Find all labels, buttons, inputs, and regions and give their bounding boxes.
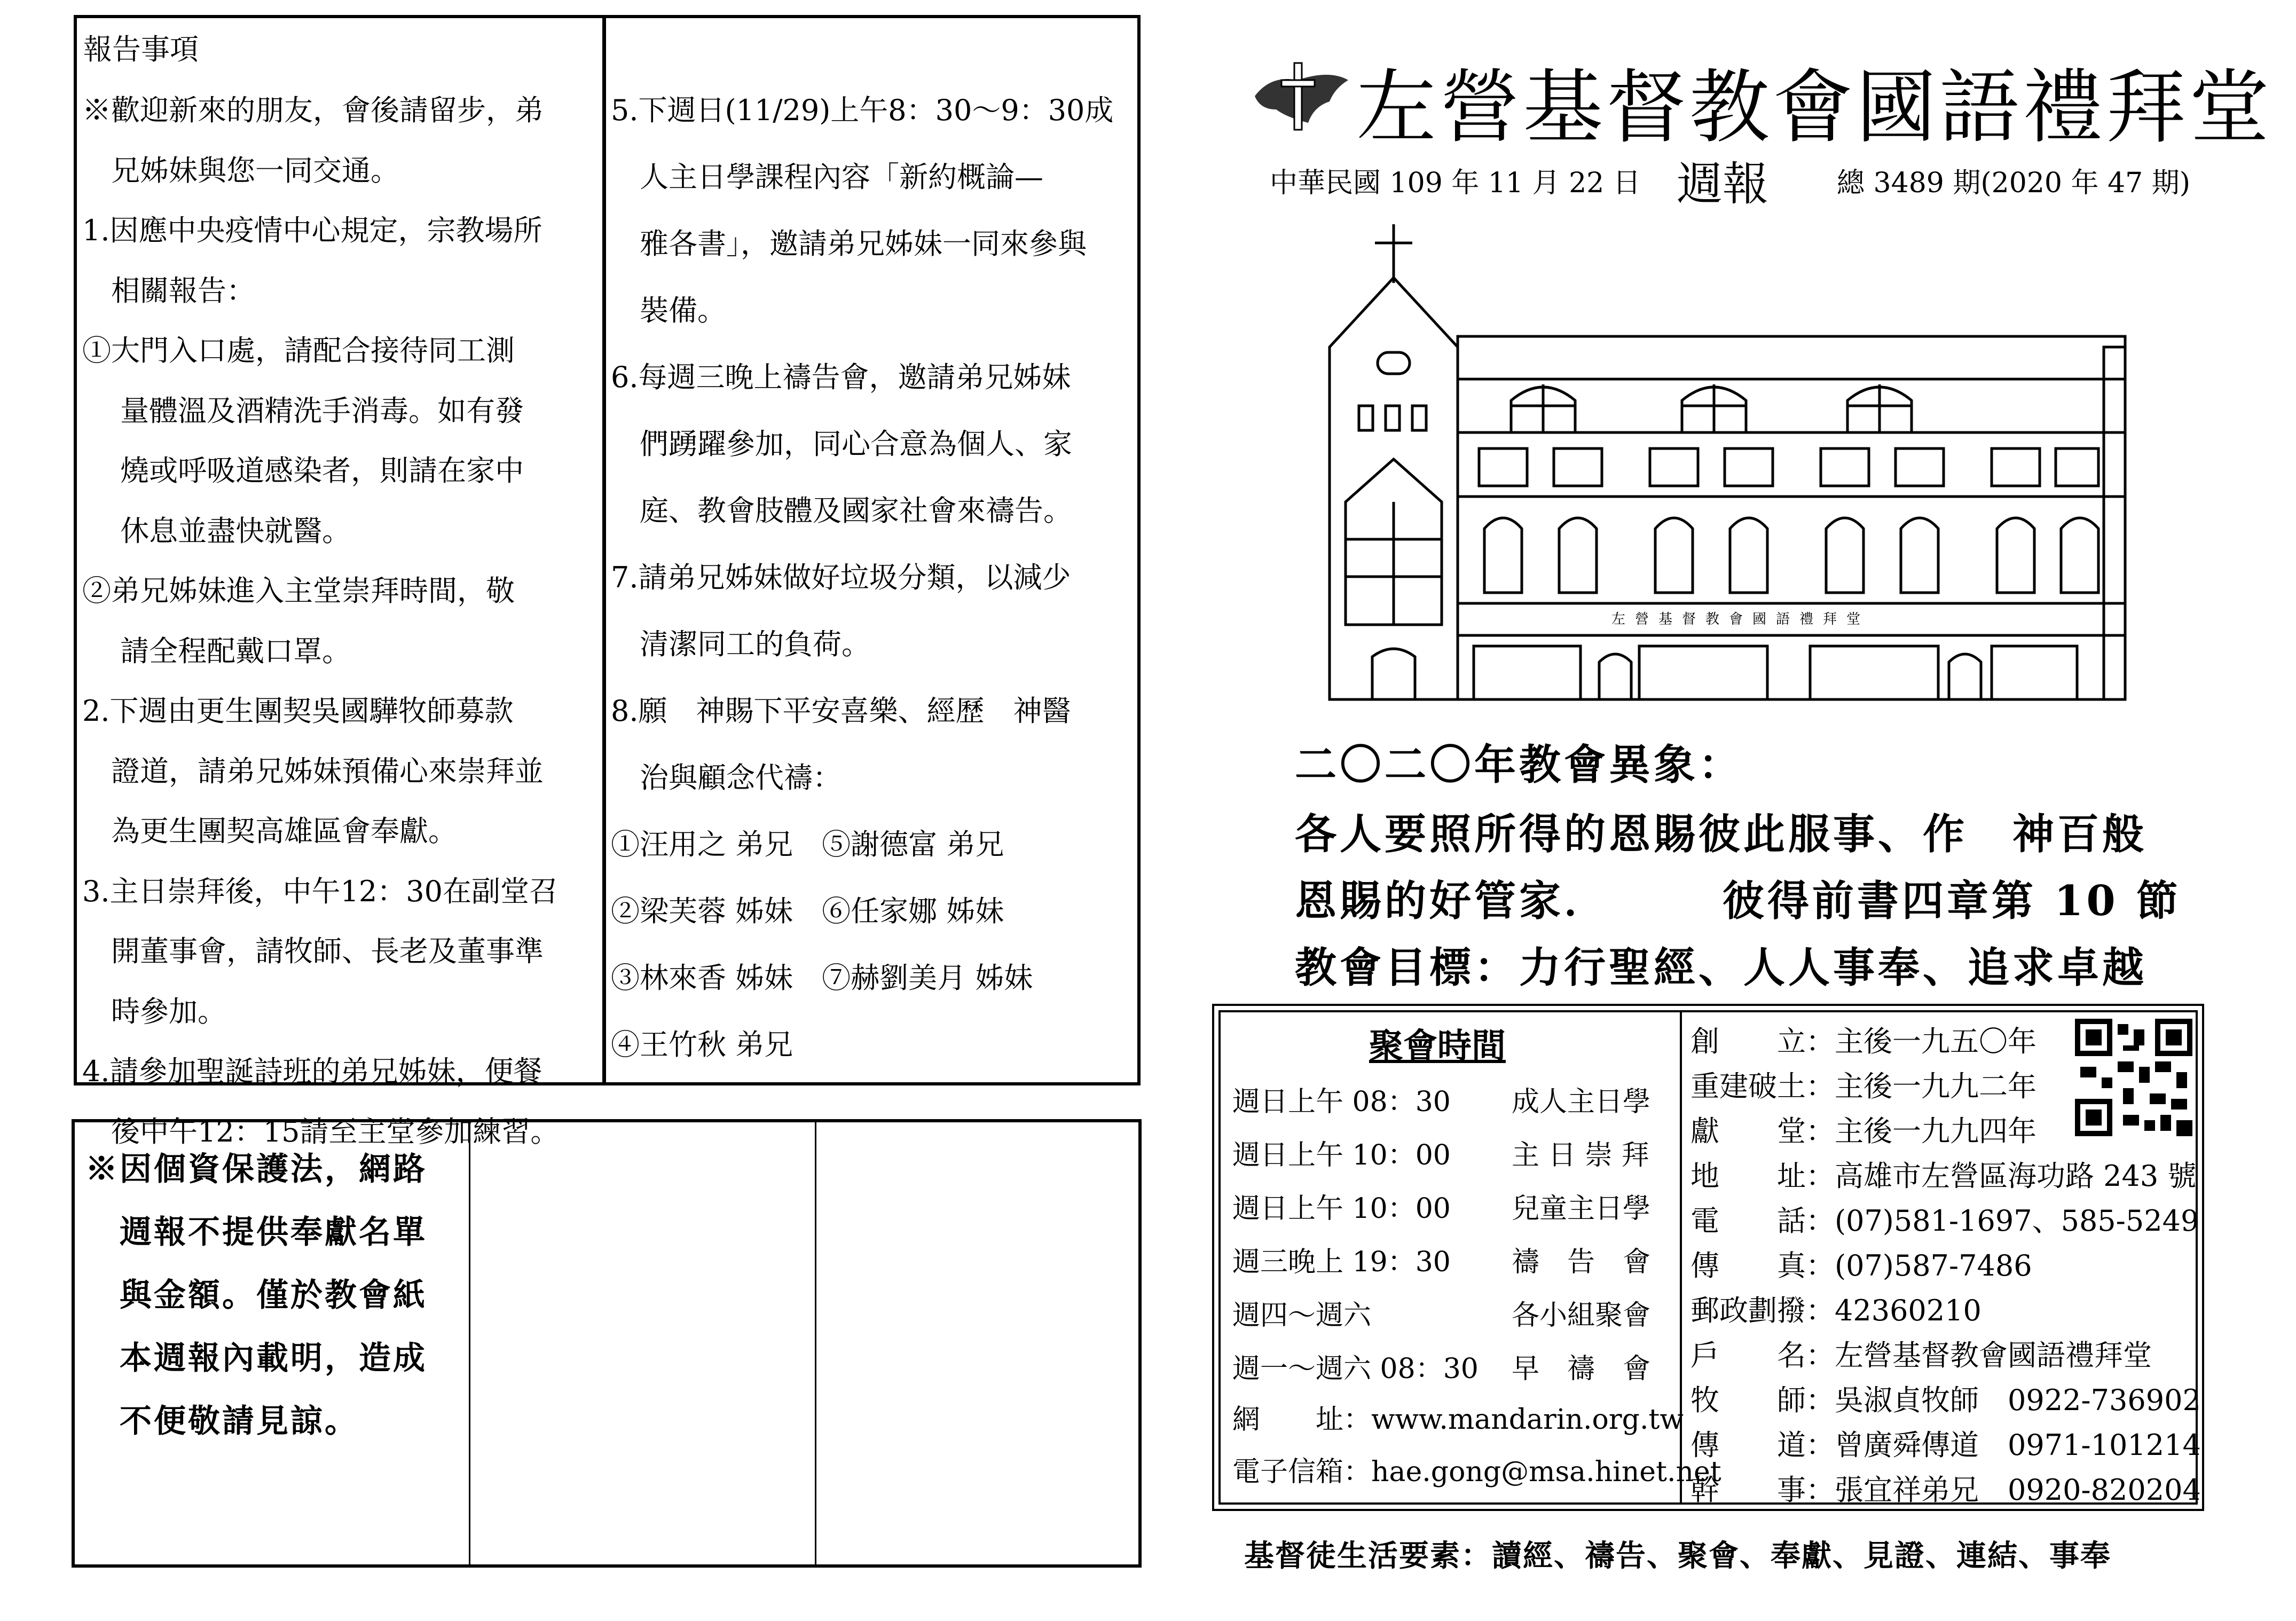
announcement-line: 雅各書」，邀請弟兄姊妹一同來參與 <box>611 227 1087 261</box>
church-info-line: 創 立：主後一九五〇年 <box>1690 1025 2036 1058</box>
announcement-line: 請全程配戴口罩。 <box>82 634 351 668</box>
announcement-line: ①汪用之 弟兄 ⑤謝德富 弟兄 <box>611 828 1004 861</box>
announcement-line: 開董事會，請牧師、長老及董事準 <box>82 934 544 968</box>
announcement-line: 庭、教會肢體及國家社會來禱告。 <box>611 494 1072 528</box>
privacy-notice-line: 本週報內載明，造成 <box>85 1340 427 1377</box>
bulletin-label: 週報 <box>1677 158 1768 211</box>
announcement-line: 時參加。 <box>82 994 226 1028</box>
church-title: 左營基督教會國語禮拜堂 <box>1356 61 2273 154</box>
privacy-notice-line: 週報不提供奉獻名單 <box>85 1214 427 1251</box>
vision-text-line: 各人要照所得的恩賜彼此服事、作 神百般 <box>1295 810 2148 859</box>
church-info-line: 獻 堂：主後一九九四年 <box>1690 1114 2036 1148</box>
announcement-line: 相關報告： <box>82 273 255 308</box>
bulletin-date: 中華民國 109 年 11 月 22 日 <box>1270 167 1641 199</box>
announcement-line: 裝備。 <box>611 294 726 327</box>
vision-text-line: 恩賜的好管家． 彼得前書四章第 10 節 <box>1295 877 2181 925</box>
announcement-line: 6.每週三晚上禱告會，邀請弟兄姊妹 <box>611 360 1071 394</box>
announcement-line: 量體溫及酒精洗手消毒。如有發 <box>82 394 524 428</box>
privacy-notice-panel <box>72 1119 1142 1568</box>
announcement-line: 5.下週日(11/29)上午8：30～9：30成 <box>611 93 1114 127</box>
announcement-line: 3.主日崇拜後，中午12：30在副堂召 <box>82 874 558 908</box>
announcement-line: 1.因應中央疫情中心規定，宗教場所 <box>82 214 542 247</box>
church-building-illustration <box>1319 219 2152 710</box>
announcement-line: 後中午12：15請至主堂參加練習。 <box>82 1114 560 1148</box>
notice-divider <box>815 1122 816 1564</box>
announcement-line: 證道，請弟兄姊妹預備心來崇拜並 <box>82 754 544 788</box>
announcement-line: 休息並盡快就醫。 <box>82 514 351 548</box>
announcement-line: 清潔同工的負荷。 <box>611 627 870 661</box>
church-info-line: 重建破土：主後一九九二年 <box>1690 1069 2036 1103</box>
announcement-line: 人主日學課程內容「新約概論— <box>611 160 1043 194</box>
church-info-line: 郵政劃撥：42360210 <box>1690 1294 1982 1327</box>
announcement-line: ③林來香 姊妹 ⑦赫劉美月 姊妹 <box>611 961 1033 995</box>
church-goals: 教會目標：力行聖經、人人事奉、追求卓越 <box>1295 943 2148 992</box>
church-info-line: 傳 道：曾廣舜傳道 0971-101214 <box>1690 1428 2201 1462</box>
announcement-line: ※歡迎新來的朋友，會後請留步，弟 <box>82 93 544 127</box>
announcement-line: 2.下週由更生團契吳國驊牧師募款 <box>82 694 514 728</box>
footer-christian-life: 基督徒生活要素：讀經、禱告、聚會、奉獻、見證、連結、事奉 <box>1244 1538 2111 1573</box>
church-info-line: 電 話：(07)581-1697、585-5249 <box>1690 1204 2199 1238</box>
announcements-left-panel <box>74 15 606 1148</box>
church-logo <box>1249 59 1351 133</box>
church-info-line: 傳 真：(07)587-7486 <box>1690 1249 2032 1282</box>
announcement-line: ②弟兄姊妹進入主堂崇拜時間，敬 <box>82 574 515 608</box>
issue-number: 總 3489 期(2020 年 47 期) <box>1837 167 2191 199</box>
church-info-line: 戶 名：左營基督教會國語禮拜堂 <box>1690 1339 2152 1372</box>
vision-heading: 二〇二〇年教會異象： <box>1295 741 1744 789</box>
privacy-notice-line: 與金額。僅於教會紙 <box>85 1277 427 1314</box>
announcement-line: 4.請參加聖誕詩班的弟兄姊妹，便餐 <box>82 1055 542 1088</box>
announcement-line: 們踴躍參加，同心合意為個人、家 <box>611 427 1072 461</box>
schedule-time: 週四～週六 <box>1232 1300 1372 1332</box>
announcement-line: ②梁芙蓉 姊妹 ⑥任家娜 姊妹 <box>611 894 1004 928</box>
website-info: 網 址：www.mandarin.org.tw <box>1232 1404 1684 1436</box>
schedule-heading: 聚會時間 <box>1369 1026 1506 1066</box>
email-info: 電子信箱：hae.gong@msa.hinet.net <box>1232 1456 1721 1488</box>
announcement-line: 8.願 神賜下平安喜樂、經歷 神醫 <box>611 694 1071 728</box>
schedule-time: 週日上午 08：30 <box>1232 1086 1451 1118</box>
announcement-line: 7.請弟兄姊妹做好垃圾分類，以減少 <box>611 561 1071 594</box>
announcement-line: ④王竹秋 弟兄 <box>611 1028 793 1061</box>
schedule-event: 兒童主日學 <box>1512 1193 1651 1225</box>
church-info-panel <box>1212 1004 2204 1511</box>
schedule-time: 週一～週六 08：30 <box>1232 1353 1479 1385</box>
notice-divider <box>469 1122 470 1564</box>
announcement-line: 為更生團契高雄區會奉獻。 <box>82 814 457 848</box>
building-sign: 左營基督教會國語禮拜堂 <box>1611 611 1870 627</box>
schedule-event: 禱 告 會 <box>1512 1246 1651 1278</box>
privacy-notice-line: 不便敬請見諒。 <box>85 1403 359 1440</box>
schedule-event: 各小組聚會 <box>1512 1300 1651 1332</box>
church-info-line: 牧 師：吳淑貞牧師 0922-736902 <box>1690 1383 2201 1417</box>
announcement-line: 燒或呼吸道感染者，則請在家中 <box>82 454 524 487</box>
schedule-event: 早 禱 會 <box>1512 1353 1651 1385</box>
announcement-line: 治與顧念代禱： <box>611 761 842 794</box>
schedule-time: 週日上午 10：00 <box>1232 1139 1451 1171</box>
schedule-time: 週三晚上 19：30 <box>1232 1246 1451 1278</box>
schedule-time: 週日上午 10：00 <box>1232 1193 1451 1225</box>
announcements-heading: 報告事項 <box>83 33 199 66</box>
announcement-line: ①大門入口處，請配合接待同工測 <box>82 334 515 367</box>
church-info-line: 幹 事：張宜祥弟兄 0920-820204 <box>1690 1473 2201 1507</box>
announcement-line: 兄姊妹與您一同交通。 <box>82 153 399 187</box>
church-info-line: 地 址：高雄市左營區海功路 243 號 <box>1690 1159 2197 1193</box>
schedule-event: 主 日 崇 拜 <box>1512 1139 1649 1171</box>
privacy-notice-line: ※因個資保護法，網路 <box>85 1151 427 1188</box>
schedule-event: 成人主日學 <box>1512 1086 1651 1118</box>
announcements-right-panel <box>602 15 1141 1085</box>
qr-code <box>2075 1019 2192 1136</box>
